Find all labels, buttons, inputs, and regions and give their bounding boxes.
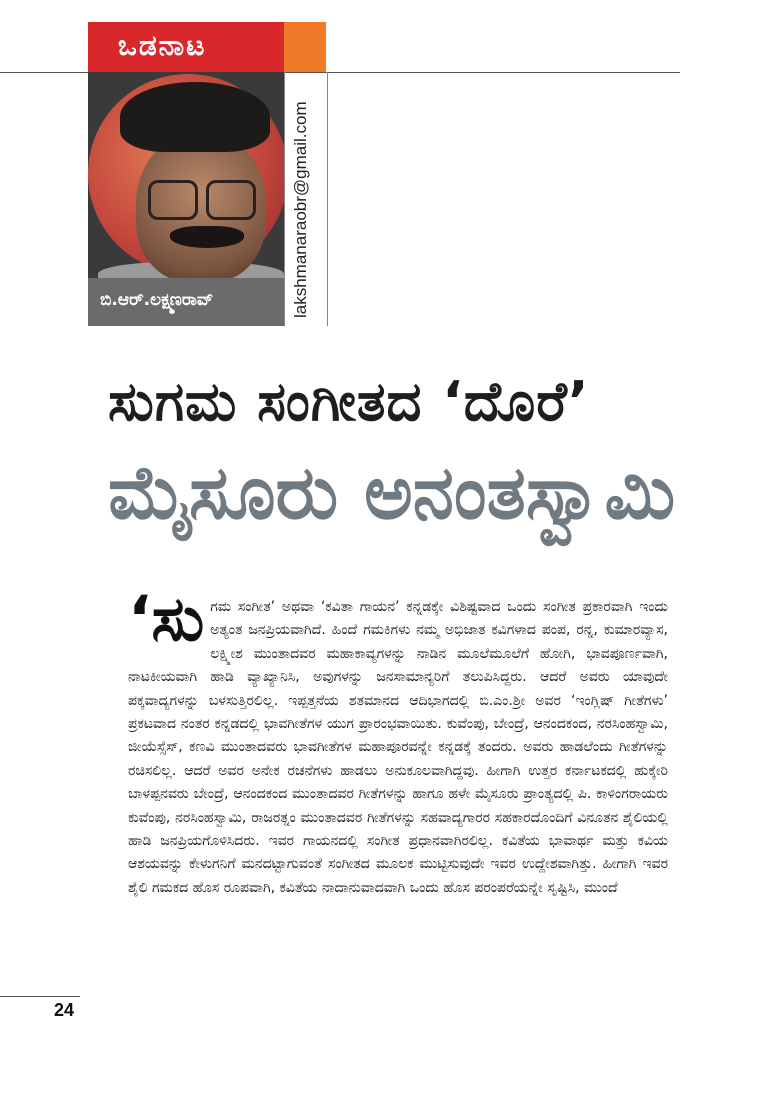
accent-strip <box>284 22 326 72</box>
article-body <box>128 582 668 900</box>
column-name: ಒಡನಾಟ <box>118 29 207 62</box>
page-number: 24 <box>54 1000 75 1020</box>
column-banner <box>88 22 284 72</box>
author-hair <box>120 82 270 152</box>
email-box <box>284 72 328 326</box>
author-name: ಬಿ.ಆರ್.ಲಕ್ಷ್ಮಣರಾವ್ <box>100 290 214 310</box>
author-email: lakshmanaraobr@gmail.com <box>291 101 310 318</box>
drop-cap: ‘ಸು <box>128 582 205 655</box>
headline-line-1: ಸುಗಮ ಸಂಗೀತದ ‘ದೊರೆ’ <box>108 370 590 433</box>
author-name-bar <box>88 278 284 326</box>
headline-line-2: ಮೈಸೂರು ಅನಂತಸ್ವಾಮಿ <box>108 450 676 536</box>
glasses-left <box>148 180 198 220</box>
glasses-right <box>206 180 256 220</box>
article-paragraph: ಗಮ ಸಂಗೀತ’ ಅಥವಾ ‘ಕವಿತಾ ಗಾಯನ’ ಕನ್ನಡಕ್ಕೇ ವಿಶಿಷ್ಟವಾದ ಒಂದು ಸಂಗೀತ ಪ್ರಕಾರವಾಗಿ ಇಂದು ಅತ್ಯಂತ ಜನಪ್ರಿಯವಾಗಿದೆ. ಹಿಂದೆ ಗಮಕಿಗಳು ನಮ್ಮ ಅಭಿಜಾತ ಕವಿಗಳಾದ ಪಂಪ, ರನ್ನ, ಕುಮಾರವ್ಯಾಸ, ಲಕ್ಷ್ಮೀಶ ಮುಂತಾದವರ ಮಹಾಕಾವ್ಯಗಳನ್ನು ನಾಡಿನ ಮೂಲೆಮೂಲೆಗೆ ಹೋಗಿ, ಭಾವಪೂರ್ಣವಾಗಿ, ನಾಟಕೀಯವಾಗಿ ಹಾಡಿ ವ್ಯಾಖ್ಯಾನಿಸಿ, ಅವುಗಳನ್ನು ಜನಸಾಮಾನ್ಯರಿಗೆ ತಲುಪಿಸಿದ್ದರು. ಆದರೆ ಅವರು ಯಾವುದೇ ಪಕ್ಕವಾದ್ಯಗಳನ್ನು ಬಳಸುತ್ತಿರಲಿಲ್ಲ. ಇಪ್ಪತ್ತನೆಯ ಶತಮಾನದ ಆದಿಭಾಗದಲ್ಲಿ ಬಿ.ಎಂ.ಶ್ರೀ ಅವರ ‘ಇಂಗ್ಲಿಷ್ ಗೀತೆಗಳು’ ಪ್ರಕಟವಾದ ನಂತರ ಕನ್ನಡದಲ್ಲಿ ಭಾವಗೀತೆಗಳ ಯುಗ ಪ್ರಾರಂಭವಾಯಿತು. ಕುವೆಂಪು, ಬೇಂದ್ರೆ, ಆನಂದಕಂದ, ನರಸಿಂಹಸ್ವಾಮಿ, ಜೀಯೆಸ್ಸೆಸ್, ಕಣವಿ ಮುಂತಾದವರು ಭಾವಗೀತೆಗಳ ಮಹಾಪೂರವನ್ನೇ ಕನ್ನಡಕ್ಕೆ ತಂದರು. ಅವರು ಹಾಡಲೆಂದು ಗೀತೆಗಳನ್ನು ರಚಿಸಲಿಲ್ಲ. ಆದರೆ ಅವರ ಅನೇಕ ರಚನೆಗಳು ಹಾಡಲು ಅನುಕೂಲವಾಗಿದ್ದವು. ಹೀಗಾಗಿ ಉತ್ತರ ಕರ್ನಾಟಕದಲ್ಲಿ ಹುಕ್ಕೇರಿ ಬಾಳಪ್ಪನವರು ಬೇಂದ್ರೆ, ಆನಂದಕಂದ ಮುಂತಾದವರ ಗೀತೆಗಳನ್ನು ಹಾಗೂ ಹಳೇ ಮೈಸೂರು ಪ್ರಾಂತ್ಯದಲ್ಲಿ ಪಿ. ಕಾಳಿಂಗರಾಯರು ಕುವೆಂಪು, ನರಸಿಂಹಸ್ವಾಮಿ, ರಾಜರತ್ನಂ ಮುಂತಾದವರ ಗೀತೆಗಳನ್ನು ಸಹವಾದ್ಯಗಾರರ ಸಹಕಾರದೊಂದಿಗೆ ವಿನೂತನ ಶೈಲಿಯಲ್ಲಿ ಹಾಡಿ ಜನಪ್ರಿಯಗೊಳಿಸಿದರು. ಇವರ ಗಾಯನದಲ್ಲಿ ಸಂಗೀತ ಪ್ರಧಾನವಾಗಿರಲಿಲ್ಲ. ಕವಿತೆಯ ಭಾವಾರ್ಥ ಮತ್ತು ಕವಿಯ ಆಶಯವನ್ನು ಕೇಳುಗನಿಗೆ ಮನದಟ್ಟಾಗುವಂತೆ ಸಂಗೀತದ ಮೂಲಕ ಮುಟ್ಟಿಸುವುದೇ ಇವರ ಉದ್ದೇಶವಾಗಿತ್ತು. ಹೀಗಾಗಿ ಇವರ ಶೈಲಿ ಗಮಕದ ಹೊಸ ರೂಪವಾಗಿ, ಕವಿತೆಯ ನಾದಾನುವಾದವಾಗಿ ಒಂದು ಹೊಸ ಪರಂಪರೆಯನ್ನೇ ಸೃಷ್ಟಿಸಿ, ಮುಂದೆ <box>128 599 668 896</box>
author-mustache <box>170 226 244 248</box>
bottom-rule <box>0 996 80 997</box>
